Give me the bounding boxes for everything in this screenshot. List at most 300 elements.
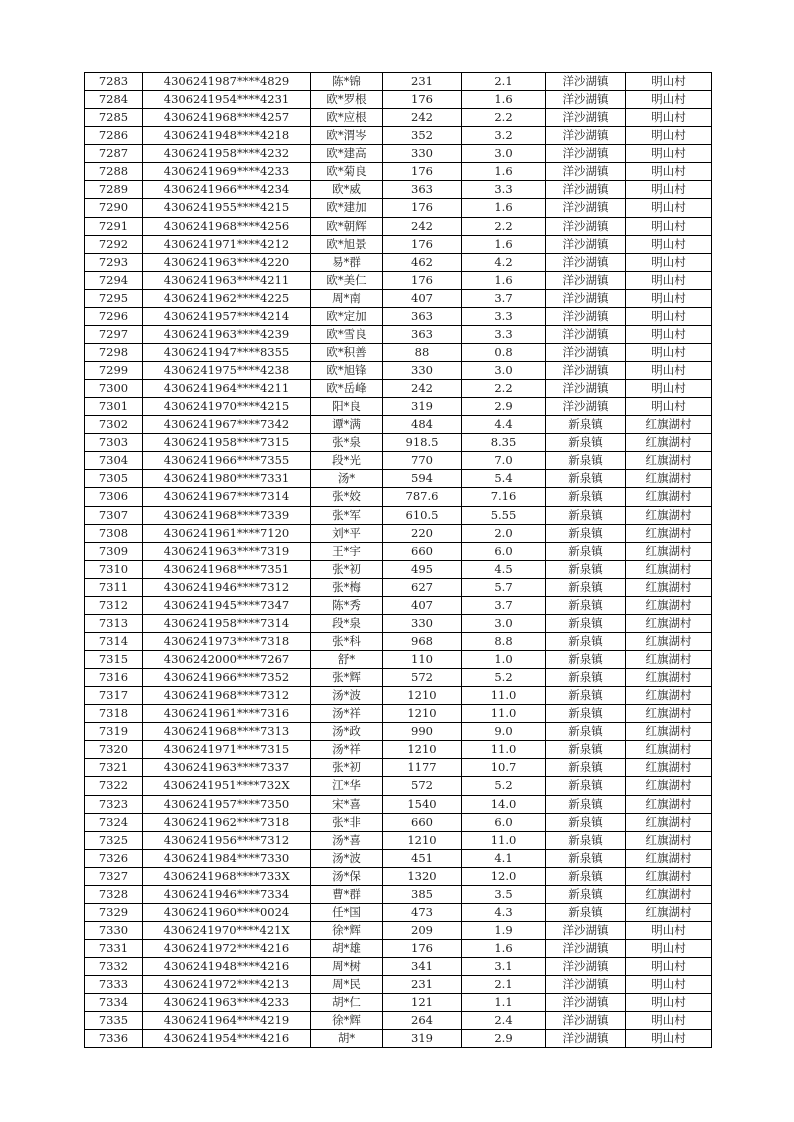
id-number-cell: 4306241968****7351 — [143, 560, 311, 578]
village-cell: 明山村 — [626, 325, 712, 343]
town-cell: 洋沙湖镇 — [546, 921, 626, 939]
person-name-cell: 陈*锦 — [311, 73, 383, 91]
area-cell: 3.0 — [462, 614, 546, 632]
amount-cell: 572 — [383, 777, 462, 795]
person-name-cell: 欧*美仁 — [311, 271, 383, 289]
amount-cell: 610.5 — [383, 506, 462, 524]
amount-cell: 1210 — [383, 831, 462, 849]
id-number-cell: 4306241968****7339 — [143, 506, 311, 524]
row-number-cell: 7322 — [85, 777, 143, 795]
person-name-cell: 欧*菊良 — [311, 163, 383, 181]
row-number-cell: 7300 — [85, 380, 143, 398]
amount-cell: 242 — [383, 380, 462, 398]
table-row — [85, 217, 712, 235]
id-number-cell: 4306241955****4215 — [143, 199, 311, 217]
town-cell: 洋沙湖镇 — [546, 199, 626, 217]
table-row — [85, 145, 712, 163]
amount-cell: 968 — [383, 632, 462, 650]
village-cell: 红旗湖村 — [626, 669, 712, 687]
row-number-cell: 7289 — [85, 181, 143, 199]
town-cell: 新泉镇 — [546, 885, 626, 903]
person-name-cell: 欧*建加 — [311, 199, 383, 217]
id-number-cell: 4306241958****7315 — [143, 434, 311, 452]
id-number-cell: 4306242000****7267 — [143, 651, 311, 669]
amount-cell: 176 — [383, 199, 462, 217]
village-cell: 红旗湖村 — [626, 687, 712, 705]
amount-cell: 121 — [383, 994, 462, 1012]
person-name-cell: 胡*仁 — [311, 994, 383, 1012]
table-row — [85, 253, 712, 271]
person-name-cell: 周*南 — [311, 289, 383, 307]
village-cell: 红旗湖村 — [626, 903, 712, 921]
village-cell: 明山村 — [626, 199, 712, 217]
table-row — [85, 976, 712, 994]
person-name-cell: 张*初 — [311, 560, 383, 578]
person-name-cell: 周*民 — [311, 976, 383, 994]
amount-cell: 407 — [383, 596, 462, 614]
village-cell: 明山村 — [626, 343, 712, 361]
town-cell: 洋沙湖镇 — [546, 1030, 626, 1048]
person-name-cell: 刘*平 — [311, 524, 383, 542]
town-cell: 新泉镇 — [546, 651, 626, 669]
row-number-cell: 7326 — [85, 849, 143, 867]
row-number-cell: 7294 — [85, 271, 143, 289]
area-cell: 11.0 — [462, 687, 546, 705]
table-row — [85, 903, 712, 921]
table-row — [85, 271, 712, 289]
amount-cell: 176 — [383, 163, 462, 181]
row-number-cell: 7313 — [85, 614, 143, 632]
area-cell: 0.8 — [462, 343, 546, 361]
person-name-cell: 欧*建高 — [311, 145, 383, 163]
village-cell: 红旗湖村 — [626, 867, 712, 885]
person-name-cell: 王*宇 — [311, 542, 383, 560]
table-row — [85, 885, 712, 903]
town-cell: 新泉镇 — [546, 759, 626, 777]
town-cell: 新泉镇 — [546, 416, 626, 434]
data-table — [84, 72, 712, 1048]
id-number-cell: 4306241968****7312 — [143, 687, 311, 705]
row-number-cell: 7317 — [85, 687, 143, 705]
amount-cell: 484 — [383, 416, 462, 434]
table-row — [85, 578, 712, 596]
area-cell: 1.0 — [462, 651, 546, 669]
amount-cell: 1177 — [383, 759, 462, 777]
id-number-cell: 4306241966****7355 — [143, 452, 311, 470]
area-cell: 3.0 — [462, 145, 546, 163]
row-number-cell: 7304 — [85, 452, 143, 470]
village-cell: 红旗湖村 — [626, 578, 712, 596]
person-name-cell: 汤*政 — [311, 723, 383, 741]
amount-cell: 660 — [383, 542, 462, 560]
town-cell: 新泉镇 — [546, 596, 626, 614]
village-cell: 明山村 — [626, 289, 712, 307]
id-number-cell: 4306241954****4216 — [143, 1030, 311, 1048]
area-cell: 12.0 — [462, 867, 546, 885]
table-row — [85, 506, 712, 524]
amount-cell: 264 — [383, 1012, 462, 1030]
village-cell: 红旗湖村 — [626, 524, 712, 542]
table-row — [85, 488, 712, 506]
id-number-cell: 4306241948****4218 — [143, 127, 311, 145]
town-cell: 洋沙湖镇 — [546, 343, 626, 361]
area-cell: 8.35 — [462, 434, 546, 452]
table-row — [85, 325, 712, 343]
person-name-cell: 曹*群 — [311, 885, 383, 903]
area-cell: 6.0 — [462, 813, 546, 831]
row-number-cell: 7283 — [85, 73, 143, 91]
town-cell: 洋沙湖镇 — [546, 325, 626, 343]
village-cell: 明山村 — [626, 994, 712, 1012]
table-row — [85, 759, 712, 777]
id-number-cell: 4306241984****7330 — [143, 849, 311, 867]
town-cell: 洋沙湖镇 — [546, 994, 626, 1012]
table-row — [85, 867, 712, 885]
area-cell: 1.6 — [462, 235, 546, 253]
village-cell: 红旗湖村 — [626, 596, 712, 614]
row-number-cell: 7325 — [85, 831, 143, 849]
village-cell: 明山村 — [626, 109, 712, 127]
area-cell: 1.6 — [462, 271, 546, 289]
village-cell: 红旗湖村 — [626, 849, 712, 867]
amount-cell: 407 — [383, 289, 462, 307]
row-number-cell: 7306 — [85, 488, 143, 506]
id-number-cell: 4306241948****4216 — [143, 958, 311, 976]
person-name-cell: 张*泉 — [311, 434, 383, 452]
table-row — [85, 994, 712, 1012]
id-number-cell: 4306241968****4257 — [143, 109, 311, 127]
id-number-cell: 4306241946****7312 — [143, 578, 311, 596]
town-cell: 洋沙湖镇 — [546, 181, 626, 199]
amount-cell: 242 — [383, 217, 462, 235]
id-number-cell: 4306241962****7318 — [143, 813, 311, 831]
table-row — [85, 777, 712, 795]
amount-cell: 176 — [383, 235, 462, 253]
area-cell: 1.6 — [462, 163, 546, 181]
id-number-cell: 4306241961****7316 — [143, 705, 311, 723]
town-cell: 洋沙湖镇 — [546, 91, 626, 109]
area-cell: 5.7 — [462, 578, 546, 596]
id-number-cell: 4306241958****7314 — [143, 614, 311, 632]
person-name-cell: 江*华 — [311, 777, 383, 795]
row-number-cell: 7323 — [85, 795, 143, 813]
area-cell: 3.1 — [462, 958, 546, 976]
amount-cell: 990 — [383, 723, 462, 741]
table-row — [85, 632, 712, 650]
table-row — [85, 91, 712, 109]
village-cell: 明山村 — [626, 73, 712, 91]
table-row — [85, 651, 712, 669]
area-cell: 2.9 — [462, 1030, 546, 1048]
table-row — [85, 343, 712, 361]
town-cell: 新泉镇 — [546, 524, 626, 542]
amount-cell: 242 — [383, 109, 462, 127]
table-row — [85, 289, 712, 307]
id-number-cell: 4306241967****7314 — [143, 488, 311, 506]
row-number-cell: 7287 — [85, 145, 143, 163]
town-cell: 新泉镇 — [546, 687, 626, 705]
row-number-cell: 7319 — [85, 723, 143, 741]
person-name-cell: 汤*喜 — [311, 831, 383, 849]
row-number-cell: 7321 — [85, 759, 143, 777]
person-name-cell: 谭*满 — [311, 416, 383, 434]
town-cell: 洋沙湖镇 — [546, 163, 626, 181]
area-cell: 5.2 — [462, 669, 546, 687]
id-number-cell: 4306241975****4238 — [143, 362, 311, 380]
table-row — [85, 380, 712, 398]
row-number-cell: 7329 — [85, 903, 143, 921]
town-cell: 新泉镇 — [546, 831, 626, 849]
village-cell: 红旗湖村 — [626, 434, 712, 452]
village-cell: 红旗湖村 — [626, 723, 712, 741]
table-row — [85, 163, 712, 181]
amount-cell: 88 — [383, 343, 462, 361]
id-number-cell: 4306241963****7337 — [143, 759, 311, 777]
person-name-cell: 舒* — [311, 651, 383, 669]
village-cell: 明山村 — [626, 253, 712, 271]
row-number-cell: 7286 — [85, 127, 143, 145]
town-cell: 洋沙湖镇 — [546, 940, 626, 958]
town-cell: 洋沙湖镇 — [546, 307, 626, 325]
person-name-cell: 张*初 — [311, 759, 383, 777]
area-cell: 4.3 — [462, 903, 546, 921]
area-cell: 2.2 — [462, 217, 546, 235]
village-cell: 明山村 — [626, 235, 712, 253]
table-row — [85, 452, 712, 470]
village-cell: 红旗湖村 — [626, 885, 712, 903]
row-number-cell: 7295 — [85, 289, 143, 307]
amount-cell: 363 — [383, 325, 462, 343]
town-cell: 新泉镇 — [546, 506, 626, 524]
village-cell: 红旗湖村 — [626, 651, 712, 669]
area-cell: 7.16 — [462, 488, 546, 506]
amount-cell: 462 — [383, 253, 462, 271]
id-number-cell: 4306241967****7342 — [143, 416, 311, 434]
village-cell: 明山村 — [626, 145, 712, 163]
village-cell: 明山村 — [626, 91, 712, 109]
id-number-cell: 4306241947****8355 — [143, 343, 311, 361]
town-cell: 新泉镇 — [546, 849, 626, 867]
row-number-cell: 7334 — [85, 994, 143, 1012]
id-number-cell: 4306241957****4214 — [143, 307, 311, 325]
table-row — [85, 560, 712, 578]
person-name-cell: 胡* — [311, 1030, 383, 1048]
village-cell: 红旗湖村 — [626, 759, 712, 777]
person-name-cell: 欧*积善 — [311, 343, 383, 361]
table-row — [85, 307, 712, 325]
row-number-cell: 7296 — [85, 307, 143, 325]
area-cell: 1.6 — [462, 199, 546, 217]
table-row — [85, 235, 712, 253]
row-number-cell: 7315 — [85, 651, 143, 669]
amount-cell: 231 — [383, 73, 462, 91]
town-cell: 新泉镇 — [546, 777, 626, 795]
village-cell: 明山村 — [626, 271, 712, 289]
row-number-cell: 7310 — [85, 560, 143, 578]
person-name-cell: 宋*喜 — [311, 795, 383, 813]
row-number-cell: 7333 — [85, 976, 143, 994]
table-row — [85, 362, 712, 380]
town-cell: 洋沙湖镇 — [546, 109, 626, 127]
amount-cell: 176 — [383, 91, 462, 109]
row-number-cell: 7332 — [85, 958, 143, 976]
town-cell: 洋沙湖镇 — [546, 253, 626, 271]
village-cell: 红旗湖村 — [626, 777, 712, 795]
table-row — [85, 596, 712, 614]
amount-cell: 319 — [383, 1030, 462, 1048]
person-name-cell: 张*姣 — [311, 488, 383, 506]
amount-cell: 787.6 — [383, 488, 462, 506]
town-cell: 新泉镇 — [546, 434, 626, 452]
id-number-cell: 4306241951****732X — [143, 777, 311, 795]
amount-cell: 473 — [383, 903, 462, 921]
village-cell: 红旗湖村 — [626, 813, 712, 831]
row-number-cell: 7288 — [85, 163, 143, 181]
table-row — [85, 1030, 712, 1048]
person-name-cell: 欧*应根 — [311, 109, 383, 127]
table-row — [85, 958, 712, 976]
town-cell: 新泉镇 — [546, 795, 626, 813]
table-row — [85, 723, 712, 741]
person-name-cell: 张*科 — [311, 632, 383, 650]
row-number-cell: 7291 — [85, 217, 143, 235]
town-cell: 新泉镇 — [546, 632, 626, 650]
table-row — [85, 831, 712, 849]
area-cell: 11.0 — [462, 741, 546, 759]
area-cell: 2.4 — [462, 1012, 546, 1030]
person-name-cell: 张*梅 — [311, 578, 383, 596]
village-cell: 明山村 — [626, 958, 712, 976]
amount-cell: 594 — [383, 470, 462, 488]
person-name-cell: 欧*威 — [311, 181, 383, 199]
amount-cell: 220 — [383, 524, 462, 542]
row-number-cell: 7318 — [85, 705, 143, 723]
person-name-cell: 汤*波 — [311, 849, 383, 867]
row-number-cell: 7305 — [85, 470, 143, 488]
area-cell: 4.1 — [462, 849, 546, 867]
table-row — [85, 73, 712, 91]
row-number-cell: 7311 — [85, 578, 143, 596]
area-cell: 2.2 — [462, 109, 546, 127]
row-number-cell: 7331 — [85, 940, 143, 958]
person-name-cell: 欧*渭岑 — [311, 127, 383, 145]
area-cell: 5.2 — [462, 777, 546, 795]
row-number-cell: 7303 — [85, 434, 143, 452]
row-number-cell: 7309 — [85, 542, 143, 560]
village-cell: 红旗湖村 — [626, 614, 712, 632]
village-cell: 明山村 — [626, 940, 712, 958]
village-cell: 明山村 — [626, 127, 712, 145]
id-number-cell: 4306241963****7319 — [143, 542, 311, 560]
village-cell: 红旗湖村 — [626, 416, 712, 434]
table-row — [85, 199, 712, 217]
area-cell: 3.3 — [462, 307, 546, 325]
area-cell: 2.9 — [462, 398, 546, 416]
id-number-cell: 4306241946****7334 — [143, 885, 311, 903]
id-number-cell: 4306241971****7315 — [143, 741, 311, 759]
town-cell: 洋沙湖镇 — [546, 73, 626, 91]
area-cell: 3.5 — [462, 885, 546, 903]
amount-cell: 1540 — [383, 795, 462, 813]
village-cell: 明山村 — [626, 398, 712, 416]
id-number-cell: 4306241957****7350 — [143, 795, 311, 813]
area-cell: 3.0 — [462, 362, 546, 380]
id-number-cell: 4306241961****7120 — [143, 524, 311, 542]
town-cell: 新泉镇 — [546, 560, 626, 578]
id-number-cell: 4306241963****4211 — [143, 271, 311, 289]
table-row — [85, 614, 712, 632]
town-cell: 新泉镇 — [546, 813, 626, 831]
village-cell: 明山村 — [626, 976, 712, 994]
id-number-cell: 4306241956****7312 — [143, 831, 311, 849]
area-cell: 6.0 — [462, 542, 546, 560]
amount-cell: 330 — [383, 145, 462, 163]
village-cell: 红旗湖村 — [626, 741, 712, 759]
id-number-cell: 4306241964****4219 — [143, 1012, 311, 1030]
person-name-cell: 陈*秀 — [311, 596, 383, 614]
table-body — [85, 73, 712, 1048]
row-number-cell: 7290 — [85, 199, 143, 217]
town-cell: 洋沙湖镇 — [546, 217, 626, 235]
row-number-cell: 7298 — [85, 343, 143, 361]
town-cell: 洋沙湖镇 — [546, 362, 626, 380]
area-cell: 3.7 — [462, 289, 546, 307]
amount-cell: 1210 — [383, 705, 462, 723]
person-name-cell: 汤* — [311, 470, 383, 488]
person-name-cell: 欧*定加 — [311, 307, 383, 325]
table-row — [85, 181, 712, 199]
row-number-cell: 7312 — [85, 596, 143, 614]
row-number-cell: 7324 — [85, 813, 143, 831]
village-cell: 明山村 — [626, 921, 712, 939]
table-row — [85, 687, 712, 705]
row-number-cell: 7301 — [85, 398, 143, 416]
id-number-cell: 4306241960****0024 — [143, 903, 311, 921]
amount-cell: 385 — [383, 885, 462, 903]
row-number-cell: 7335 — [85, 1012, 143, 1030]
id-number-cell: 4306241963****4220 — [143, 253, 311, 271]
person-name-cell: 易*群 — [311, 253, 383, 271]
row-number-cell: 7293 — [85, 253, 143, 271]
person-name-cell: 徐*辉 — [311, 921, 383, 939]
person-name-cell: 汤*祥 — [311, 741, 383, 759]
area-cell: 2.2 — [462, 380, 546, 398]
town-cell: 新泉镇 — [546, 488, 626, 506]
amount-cell: 110 — [383, 651, 462, 669]
amount-cell: 1320 — [383, 867, 462, 885]
town-cell: 新泉镇 — [546, 452, 626, 470]
village-cell: 明山村 — [626, 1030, 712, 1048]
id-number-cell: 4306241969****4233 — [143, 163, 311, 181]
id-number-cell: 4306241945****7347 — [143, 596, 311, 614]
row-number-cell: 7308 — [85, 524, 143, 542]
village-cell: 红旗湖村 — [626, 632, 712, 650]
amount-cell: 319 — [383, 398, 462, 416]
area-cell: 1.6 — [462, 940, 546, 958]
table-row — [85, 398, 712, 416]
amount-cell: 330 — [383, 614, 462, 632]
id-number-cell: 4306241962****4225 — [143, 289, 311, 307]
area-cell: 3.3 — [462, 181, 546, 199]
area-cell: 11.0 — [462, 705, 546, 723]
town-cell: 洋沙湖镇 — [546, 1012, 626, 1030]
table-row — [85, 795, 712, 813]
area-cell: 2.1 — [462, 73, 546, 91]
row-number-cell: 7284 — [85, 91, 143, 109]
town-cell: 新泉镇 — [546, 470, 626, 488]
area-cell: 5.4 — [462, 470, 546, 488]
area-cell: 1.1 — [462, 994, 546, 1012]
